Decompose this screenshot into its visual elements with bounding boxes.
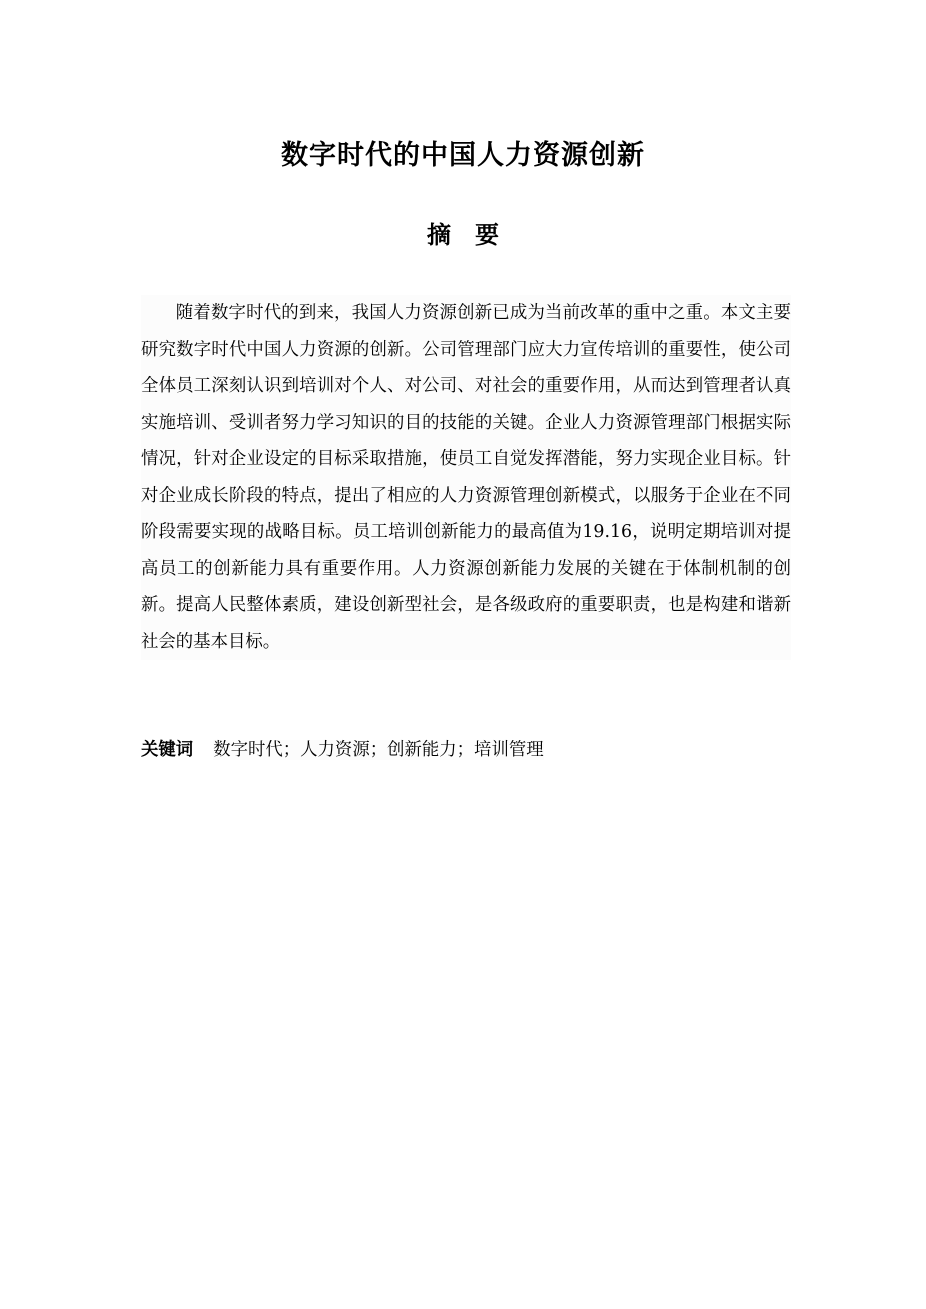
- keywords-list: 数字时代；人力资源；创新能力；培训管理: [213, 740, 544, 760]
- abstract-heading-char-2: 要: [475, 221, 499, 249]
- abstract-body: 随着数字时代的到来，我国人力资源创新已成为当前改革的重中之重。本文主要研究数字时代中国人力资源的创新。公司管理部门应大力宣传培训的重要性，使公司全体员工深刻认识到培训对个人、对公司、对社会的重要作用，从而达到管理者认真实施培训、受训者努力学习知识的目的技能的关键。企业人力资源管理部门根据实际情况，针对企业设定的目标采取措施，使员工自觉发挥潜能，努力实现企业目标。针对企业成长阶段的特点，提出了相应的人力资源管理创新模式，以服务于企业在不同阶段需要实现的战略目标。员工培训创新能力的最高值为19.16，说明定期培训对提高员工的创新能力具有重要作用。人力资源创新能力发展的关键在于体制机制的创新。提高人民整体素质，建设创新型社会，是各级政府的重要职责，也是构建和谐新社会的基本目标。: [141, 295, 791, 660]
- keywords-label: 关键词: [141, 740, 194, 760]
- document-title: 数字时代的中国人力资源创新: [281, 140, 645, 172]
- abstract-heading: [0, 216, 926, 254]
- keywords-line: [141, 734, 544, 765]
- abstract-heading-char-1: 摘: [427, 221, 451, 249]
